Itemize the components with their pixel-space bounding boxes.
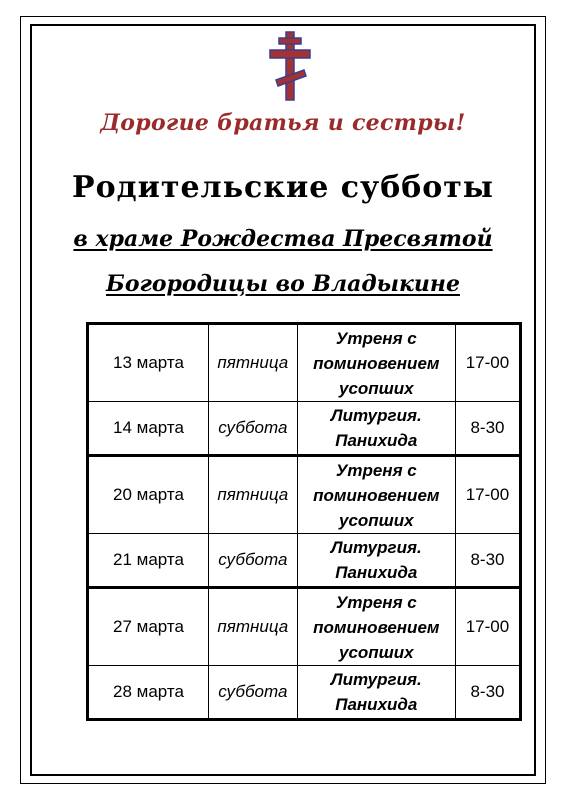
service-line: Панихида [335,431,418,450]
schedule-date: 14 марта [88,402,209,456]
schedule-weekday: пятница [208,456,297,534]
schedule-row [88,534,521,588]
schedule-service [297,666,455,720]
schedule-date: 27 марта [88,588,209,666]
schedule-time: 17-00 [455,456,520,534]
greeting-heading: Дорогие братья и сестры! [100,110,466,136]
church-name-line-2: Богородицы во Владыкине [106,271,460,297]
service-line: поминовением [313,485,440,505]
schedule-row [88,456,521,534]
schedule-service [297,402,455,456]
schedule-service [297,534,455,588]
schedule-row [88,324,521,402]
church-name-line-1: в храме Рождества Пресвятой [73,226,493,252]
schedule-weekday: суббота [208,534,297,588]
page-title: Родительские субботы [72,170,494,205]
schedule-time: 8-30 [455,402,520,456]
schedule-weekday: пятница [208,588,297,666]
schedule-service [297,588,455,666]
service-line: Литургия. [330,670,422,689]
service-line: усопших [338,510,414,530]
schedule-weekday: суббота [208,666,297,720]
schedule-date: 20 марта [88,456,209,534]
schedule-time: 17-00 [455,324,520,402]
service-line: поминовением [313,617,440,637]
schedule-row [88,588,521,666]
service-line: поминовением [313,353,440,373]
schedule-date: 13 марта [88,324,209,402]
service-line: Утреня с [335,592,417,612]
service-line: Литургия. [330,538,422,557]
schedule-time: 8-30 [455,666,520,720]
service-line: Утреня с [335,328,417,348]
service-line: Панихида [335,563,418,582]
service-line: Утреня с [335,460,417,480]
service-schedule-table [86,322,522,721]
schedule-service [297,456,455,534]
schedule-weekday: пятница [208,324,297,402]
schedule-time: 17-00 [455,588,520,666]
service-line: Литургия. [330,406,422,425]
schedule-date: 21 марта [88,534,209,588]
orthodox-cross-icon [266,30,314,102]
schedule-time: 8-30 [455,534,520,588]
service-line: усопших [338,642,414,662]
service-line: Панихида [335,695,418,714]
schedule-row [88,402,521,456]
schedule-service [297,324,455,402]
schedule-date: 28 марта [88,666,209,720]
service-line: усопших [338,378,414,398]
schedule-row [88,666,521,720]
schedule-weekday: суббота [208,402,297,456]
